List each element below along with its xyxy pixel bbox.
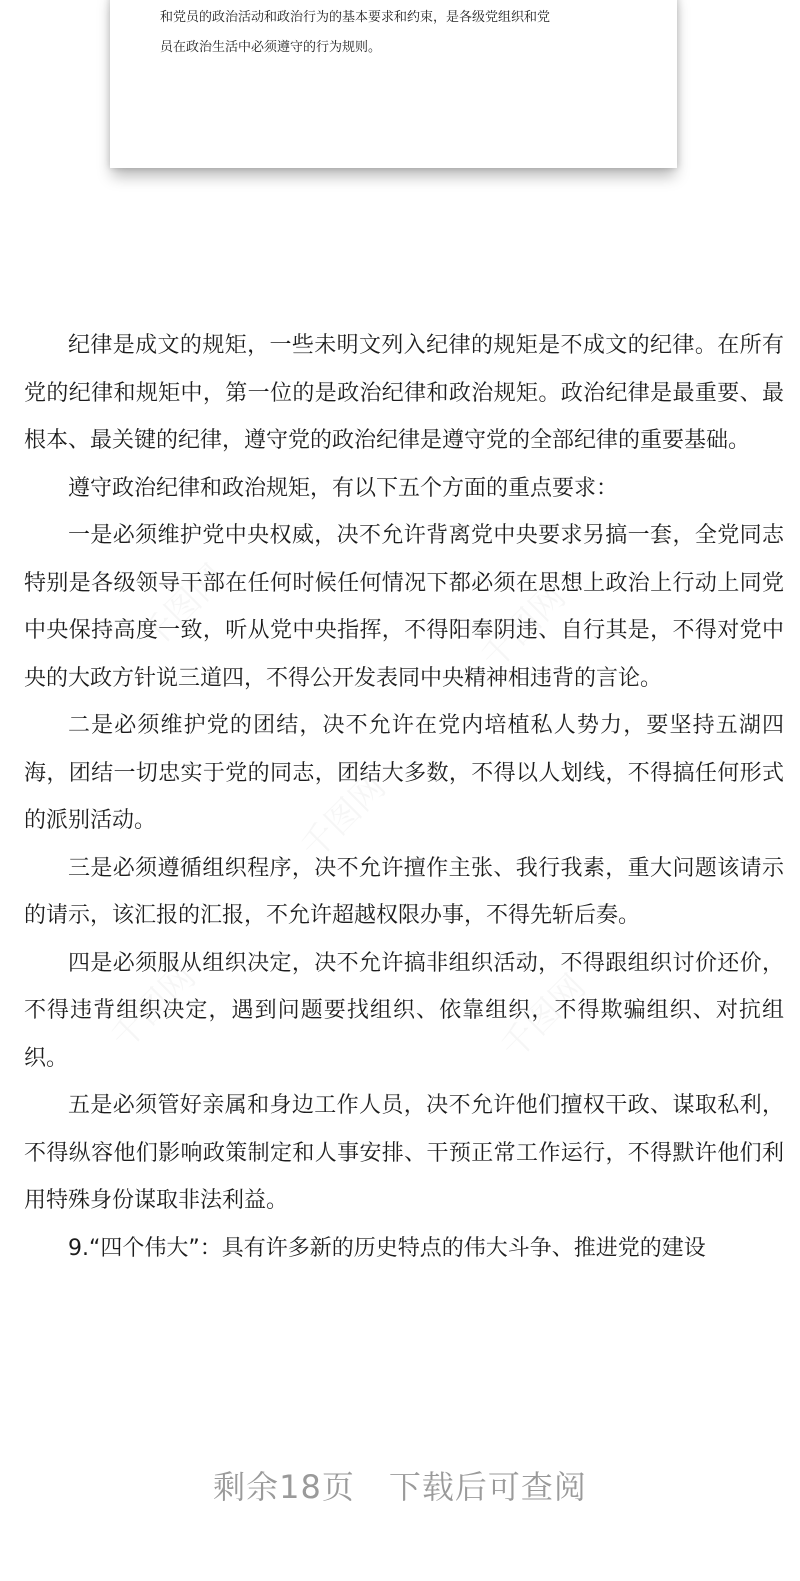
card-line-1: 和党员的政治活动和政治行为的基本要求和约束，是各级党组织和党	[160, 10, 551, 25]
paragraph: 二是必须维护党的团结，决不允许在党内培植私人势力，要坚持五湖四海，团结一切忠实于党的同志，团结大多数，不得以人划线，不得搞任何形式的派别活动。	[24, 713, 784, 833]
document-body	[24, 322, 784, 1272]
remaining-pages-label: 剩余18页	[213, 1468, 355, 1506]
paragraph: 一是必须维护党中央权威，决不允许背离党中央要求另搞一套，全党同志特别是各级领导干部在任何时候任何情况下都必须在思想上政治上行动上同党中央保持高度一致，听从党中央指挥，不得阳奉阴违、自行其是，不得对党中央的大政方针说三道四，不得公开发表同中央精神相违背的言论。	[24, 523, 784, 691]
document-card	[110, 0, 677, 168]
paragraph: 纪律是成文的规矩，一些未明文列入纪律的规矩是不成文的纪律。在所有党的纪律和规矩中，第一位的是政治纪律和政治规矩。政治纪律是最重要、最根本、最关键的纪律，遵守党的政治纪律是遵守党的全部纪律的重要基础。	[24, 333, 784, 453]
paragraph: 四是必须服从组织决定，决不允许搞非组织活动，不得跟组织讨价还价，不得违背组织决定，遇到问题要找组织、依靠组织，不得欺骗组织、对抗组织。	[24, 950, 784, 1071]
card-text	[160, 3, 650, 63]
download-to-view-label[interactable]: 下载后可查阅	[388, 1468, 587, 1506]
paragraph: 9.“四个伟大”：具有许多新的历史特点的伟大斗争、推进党的建设	[68, 1235, 706, 1261]
paragraph: 三是必须遵循组织程序，决不允许擅作主张、我行我素，重大问题该请示的请示，该汇报的汇报，不允许超越权限办事，不得先斩后奏。	[24, 855, 784, 928]
paragraph: 五是必须管好亲属和身边工作人员，决不允许他们擅权干政、谋取私利，不得纵容他们影响政策制定和人事安排、干预正常工作运行，不得默许他们利用特殊身份谋取非法利益。	[24, 1093, 784, 1213]
paragraph: 遵守政治纪律和政治规矩，有以下五个方面的重点要求：	[68, 475, 619, 501]
card-line-2: 员在政治生活中必须遵守的行为规则。	[160, 40, 382, 55]
download-prompt[interactable]	[0, 1462, 800, 1508]
